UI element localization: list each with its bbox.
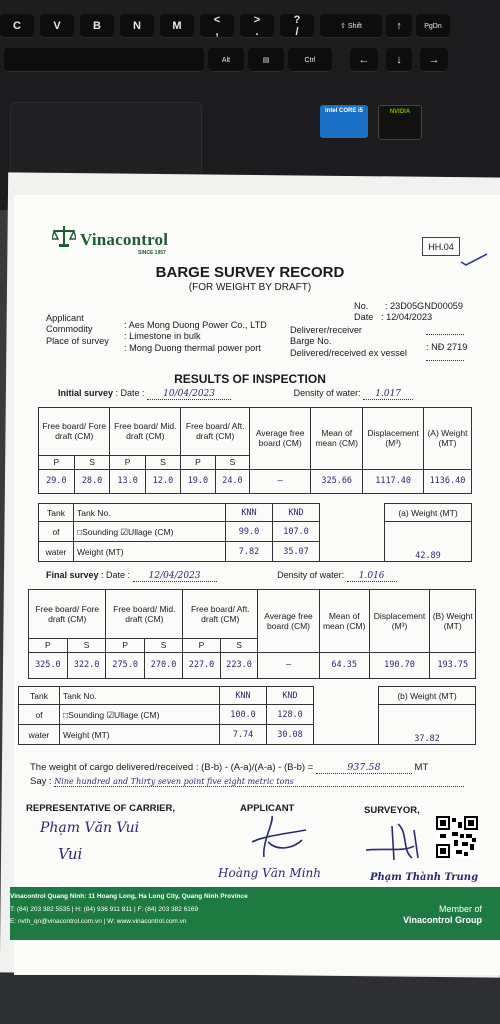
value-cell: 19.0 [181,469,216,493]
ps-cell: S [74,455,110,469]
say-value: Nine hundred and Thirty seven point five eight metric tons [54,777,464,787]
weight-label: Weight (MT) [74,542,226,562]
header-mean: Mean of mean (CM) [311,408,363,470]
intel-sticker [320,105,368,138]
value-cell: 12.0 [145,469,180,493]
key-label: B [93,20,101,32]
surveyor-rep-label: SURVEYOR, [364,805,420,816]
place-label: Place of survey [46,335,109,346]
key-m [160,14,194,38]
ullage-value: 100.0 [220,705,267,725]
ps-cell: P [181,455,216,469]
value-cell: 28.0 [74,469,110,493]
surveyor-signature-icon [364,820,434,866]
tank-spacer [314,725,379,745]
header-weight: (A) Weight (MT) [423,408,471,470]
initial-survey-line [58,388,413,400]
final-date-label: : Date : [101,570,131,580]
down-arrow-icon: ↓ [396,54,402,66]
tank-weight-value: 37.82 [379,705,476,745]
header-weight: (B) Weight (MT) [430,590,476,653]
sticker-label: NVIDIA [389,109,411,115]
group-name: Vinacontrol Group [403,915,482,925]
key-period [240,14,274,38]
initial-draft-table [38,407,472,494]
header-fore: Free board/ Fore draft (CM) [29,590,106,639]
key-label: C [13,20,21,32]
of-label: of [19,705,60,725]
key-pgdn [416,14,450,38]
brand-since: SINCE 1957 [138,250,166,256]
applicant-label: Applicant [46,313,84,323]
cargo-formula: The weight of cargo delivered/received : (B-b) - (A-a)/(A-a) - (B-b) = [30,762,314,773]
qr-code-icon [436,816,478,858]
sticker-label: intel CORE i5 [324,108,363,114]
value-cell: 322.0 [67,652,106,678]
key-space [4,48,204,72]
tank-spacer [320,504,385,522]
key-label: V [53,20,61,32]
tank-label: Tank [39,504,74,522]
touchpad [10,102,202,184]
header-average: Average free board (CM) [258,590,320,653]
key-label: > [253,14,261,26]
header-fore: Free board/ Fore draft (CM) [39,408,110,456]
barge-number-value: : NĐ 2719 [426,342,468,352]
weight-value: 35.07 [273,542,320,562]
final-density-label: Density of water: [277,570,345,580]
cargo-unit: MT [414,762,429,773]
nvidia-sticker [378,105,422,140]
value-cell: 64.35 [319,652,369,678]
vinacontrol-logo-icon [52,224,76,248]
initial-survey-label: Initial survey [58,388,114,398]
tank-weight-header: (b) Weight (MT) [379,687,476,705]
value-cell: 190.70 [369,652,430,678]
date-label: Date [354,312,374,322]
meta-labels [46,313,109,347]
value-cell: 13.0 [110,469,145,493]
key-left [350,48,378,72]
key-sublabel: . [255,26,259,38]
key-right [420,48,448,72]
footer-phones: T: (84) 203 382 5535 | H: (84) 936 911 811 | F: (84) 203 382 6169 [10,906,199,913]
value-cell: 29.0 [39,469,75,493]
weight-value: 7.74 [220,725,267,745]
value-cell: 325.0 [29,652,68,678]
meta-values [124,320,267,354]
header-average: Average free board (CM) [250,408,311,470]
water-label: water [19,725,60,745]
record-number-row [354,301,463,312]
ullage-value: 99.0 [226,522,273,542]
applicant-value: : Aes Mong Duong Power Co., LTD [124,320,267,330]
commodity-value: : Limestone in bulk [124,331,201,342]
tank-spacer [320,542,385,562]
header-aft: Free board/ Aft. draft (CM) [183,590,258,639]
member-of-label: Member of [438,904,482,914]
tank-no-label: Tank No. [60,687,220,705]
of-label: of [39,522,74,542]
ps-cell: S [215,455,250,469]
header-mid: Free board/ Mid. draft (CM) [110,408,181,456]
results-title: RESULTS OF INSPECTION [174,372,326,386]
final-tank-table [18,686,476,745]
tank-col: KNN [220,687,267,705]
key-label: M [172,20,182,32]
applicant-rep-label: APPLICANT [240,803,295,814]
key-label: Alt [221,56,231,64]
form-code-box: HH.04 [422,237,460,256]
tank-no-label: Tank No. [74,504,226,522]
key-sublabel: / [295,26,299,38]
key-comma [200,14,234,38]
key-down [386,48,412,72]
deliverer-dots [426,334,464,335]
tank-spacer [314,687,379,705]
key-sublabel: , [215,26,219,38]
applicant-name: Hoàng Văn Minh [218,866,322,880]
value-cell: 227.0 [183,652,221,678]
final-survey-line [46,570,397,582]
applicant-signature-icon [244,812,314,862]
key-label: N [133,20,141,32]
carrier-signature-line2: Vui [58,845,83,863]
final-survey-label: Final survey [46,570,99,580]
carrier-signature-line1: Phạm Văn Vui [40,820,140,836]
value-cell: 275.0 [106,652,144,678]
carrier-rep-label: REPRESENTATIVE OF CARRIER, [26,803,176,814]
key-alt [208,48,244,72]
initial-date-value: 10/04/2023 [147,389,231,400]
right-arrow-icon: → [428,54,440,66]
tank-spacer [320,522,385,542]
ps-cell: S [67,638,106,652]
ullage-value: 107.0 [273,522,320,542]
place-value: : Mong Duong thermal power port [124,342,261,353]
initial-tank-table [38,503,472,562]
ps-cell: S [145,455,180,469]
key-b [80,14,114,38]
no-value: : 23D05GND00059 [384,301,464,311]
value-cell: – [250,469,311,493]
record-date-row [354,312,432,323]
tank-weight-value: 42.89 [385,522,472,562]
surveyor-name: Phạm Thành Trung [370,872,479,883]
value-cell: 193.75 [430,652,476,678]
key-up [386,14,412,38]
value-cell: 270.0 [144,652,182,678]
value-cell: 325.66 [311,469,363,493]
key-label: PgDn [424,22,442,30]
ullage-value: 128.0 [267,705,314,725]
tank-weight-header: (a) Weight (MT) [385,504,472,522]
initial-density-value: 1.017 [363,389,413,400]
ullage-label: ☑Ullage (CM) [120,526,174,537]
left-arrow-icon: ← [358,54,370,66]
final-draft-table [28,589,476,679]
key-ctrl [288,48,332,72]
cargo-weight-line [30,762,428,774]
header-displacement: Displacement (M³) [363,408,424,470]
key-c [0,14,34,38]
ps-cell: P [39,455,75,469]
deliverer-label: Deliverer/receiver [290,325,362,335]
header-aft: Free board/ Aft. draft (CM) [181,408,250,456]
water-label: water [39,542,74,562]
ps-cell: P [183,638,221,652]
weight-value: 7.82 [226,542,273,562]
header-mean: Mean of mean (CM) [319,590,369,653]
ps-cell: S [144,638,182,652]
commodity-label: Commodity [46,324,93,335]
footer-address: Vinacontrol Quang Ninh: 11 Hoang Long, Ha Long City, Quang Ninh Province [10,893,248,900]
delivered-dots [426,360,464,361]
value-cell: 223.0 [220,652,258,678]
key-label: ? [293,14,301,26]
weight-value: 30.08 [267,725,314,745]
cargo-value: 937.58 [316,762,412,774]
key-label: < [213,14,221,26]
value-cell: 1117.40 [363,469,424,493]
delivered-label: Delivered/received ex vessel [290,347,407,358]
final-date-value: 12/04/2023 [133,571,217,582]
footer-contacts: E: nvth_qn@vinacontrol.com.vn | W: www.vinacontrol.com.vn [10,918,187,925]
tank-spacer [314,705,379,725]
document-subtitle: (FOR WEIGHT BY DRAFT) [188,282,312,293]
sounding-ullage-label [74,522,226,542]
up-arrow-icon: ↑ [396,20,402,32]
key-shift [320,14,382,38]
tank-col: KNN [226,504,273,522]
sounding-label: □Sounding [77,526,119,537]
ps-cell: P [110,455,145,469]
ps-cell: S [220,638,258,652]
ps-cell: P [29,638,68,652]
tank-label: Tank [19,687,60,705]
value-cell: – [258,652,320,678]
meta-right-labels [290,325,407,359]
key-n [120,14,154,38]
brand-name: Vinacontrol [80,230,169,249]
key-label: ⇧ Shift [340,23,362,30]
barge-label: Barge No. [290,336,332,347]
date-value: : 12/04/2023 [380,312,433,322]
header-mid: Free board/ Mid. draft (CM) [106,590,183,639]
ullage-label: ☑Ullage (CM) [106,709,160,720]
no-label: No. [354,301,369,311]
say-label: Say : [30,776,52,787]
final-density-value: 1.016 [347,571,397,582]
sounding-label: □Sounding [63,709,105,720]
sounding-ullage-label [60,705,220,725]
key-label: Ctrl [304,56,316,64]
weight-label: Weight (MT) [60,725,220,745]
menu-icon: ▤ [262,57,270,64]
initial-date-label: : Date : [115,388,145,398]
document-title: BARGE SURVEY RECORD [155,264,345,281]
value-cell: 1136.40 [423,469,471,493]
initial-density-label: Density of water: [293,388,361,398]
say-line [30,776,464,787]
tank-col: KND [273,504,320,522]
ps-cell: P [106,638,144,652]
tank-col: KND [267,687,314,705]
key-slash [280,14,314,38]
header-displacement: Displacement (M³) [369,590,430,653]
key-v [40,14,74,38]
key-menu [248,48,284,72]
value-cell: 24.0 [215,469,250,493]
